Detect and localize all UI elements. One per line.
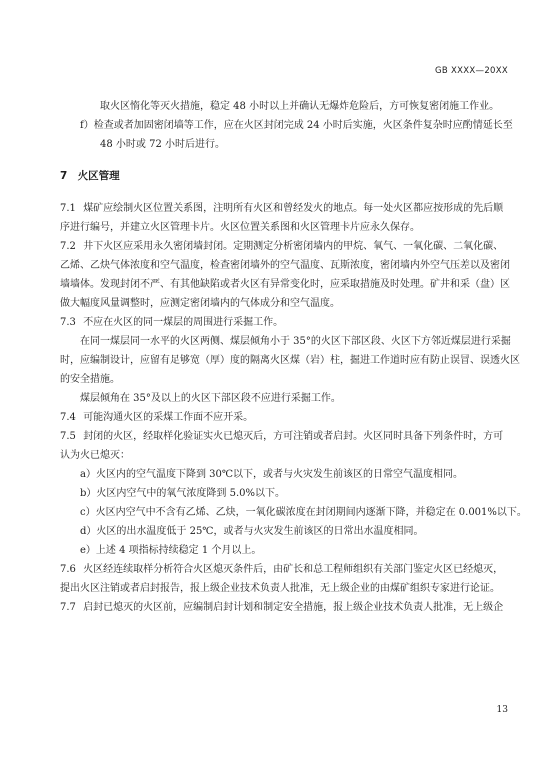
clause-number: 7.3 <box>60 317 76 328</box>
clause-number: 7.1 <box>60 203 76 214</box>
text-line: 乙烯、乙炔气体浓度和空气温度，检查密闭墙外的空气温度、瓦斯浓度，密闭墙内外空气压差以及密闭 <box>60 260 510 271</box>
clause-number: 7.6 <box>60 564 76 575</box>
text-line: 取火区惰化等灭火措施，稳定 48 小时以上并确认无爆炸危险后，方可恢复密闭施工作业。 <box>100 101 500 112</box>
clause-7-7 <box>60 598 516 617</box>
list-item: d）火区的出水温度低于 25℃，或者与火灾发生前该区的日常出水温度相同。 <box>80 526 424 537</box>
text-line: 提出火区注销或者启封报告，报上级企业技术负责人批准，无上级企业的由煤矿组织专家进行论证。 <box>60 583 500 594</box>
clause-text: 井下火区应采用永久密闭墙封闭。定期测定分析密闭墙内的甲烷、氧气、一氧化碳、二氧化碳、 <box>83 241 504 252</box>
text-line: 在同一煤层同一水平的火区两侧、煤层倾角小于 35°的火区下部区段、火区下方邻近煤层进行采掘 <box>80 336 511 347</box>
clause-text: 不应在火区的同一煤层的周围进行采掘工作。 <box>83 317 284 328</box>
clause-number: 7.4 <box>60 412 76 423</box>
clause-7-2 <box>60 237 516 256</box>
clause-7-4 <box>60 408 516 427</box>
clause-number: 7.7 <box>60 602 76 613</box>
text-line: 48 小时或 72 小时后进行。 <box>100 139 225 150</box>
standard-code: GB XXXX—20XX <box>435 66 508 76</box>
text-line: 墙墙体。发现封闭不严、有其他缺陷或者火区有异常变化时，应采取措施及时处理。矿井和采（盘）区 <box>60 279 510 290</box>
section-title: 火区管理 <box>77 170 120 182</box>
clause-text: 火区经连续取样分析符合火区熄灭条件后，由矿长和总工程师组织有关部门鉴定火区已经熄灭， <box>83 564 504 575</box>
text-line: 序进行编号，并建立火区管理卡片。火区位置关系图和火区管理卡片应永久保存。 <box>60 222 420 233</box>
clause-7-5 <box>60 427 516 446</box>
section-heading <box>60 167 516 186</box>
list-item: e）上述 4 项指标持续稳定 1 个月以上。 <box>80 545 262 556</box>
list-item: a）火区内的空气温度下降到 30℃以下，或者与火灾发生前该区的日常空气温度相同。 <box>80 469 464 480</box>
clause-number: 7.5 <box>60 431 76 442</box>
text-line: 煤层倾角在 35°及以上的火区下部区段不应进行采掘工作。 <box>80 393 341 404</box>
section-number: 7 <box>60 170 68 182</box>
clause-number: 7.2 <box>60 241 76 252</box>
text-line: 做大幅度风量调整时，应测定密闭墙内的气体成分和空气温度。 <box>60 298 340 309</box>
text-line: 认为火已熄灭： <box>60 450 130 461</box>
clause-7-6 <box>60 560 516 579</box>
page-body <box>60 97 527 617</box>
clause-text: 封闭的火区，经取样化验证实火已熄灭后，方可注销或者启封。火区同时具备下列条件时，方可 <box>83 431 504 442</box>
clause-text: 可能沟通火区的采煤工作面不应开采。 <box>83 412 254 423</box>
clause-text: 煤矿应绘制火区位置关系图，注明所有火区和曾经发火的地点。每一处火区都应按形成的先后顺 <box>83 203 504 214</box>
page-number: 13 <box>496 705 508 715</box>
text-line: 时，应编制设计，应留有足够宽（厚）度的隔离火区煤（岩）柱，掘进工作道时应有防止误冒、误透火区 <box>60 355 520 366</box>
clause-7-1 <box>60 199 516 218</box>
list-item: b）火区内空气中的氧气浓度降到 5.0%以下。 <box>80 488 285 499</box>
list-item: f）检查或者加固密闭墙等工作，应在火区封闭完成 24 小时后实施，火区条件复杂时应酌情延长至 <box>80 120 513 131</box>
list-item: c）火区内空气中不含有乙烯、乙炔，一氧化碳浓度在封闭期间内逐渐下降，并稳定在 0.001%以下。 <box>80 507 527 518</box>
clause-7-3 <box>60 313 516 332</box>
text-line: 的安全措施。 <box>60 374 120 385</box>
clause-text: 启封已熄灭的火区前，应编制启封计划和制定安全措施，报上级企业技术负责人批准，无上级企 <box>83 602 504 613</box>
